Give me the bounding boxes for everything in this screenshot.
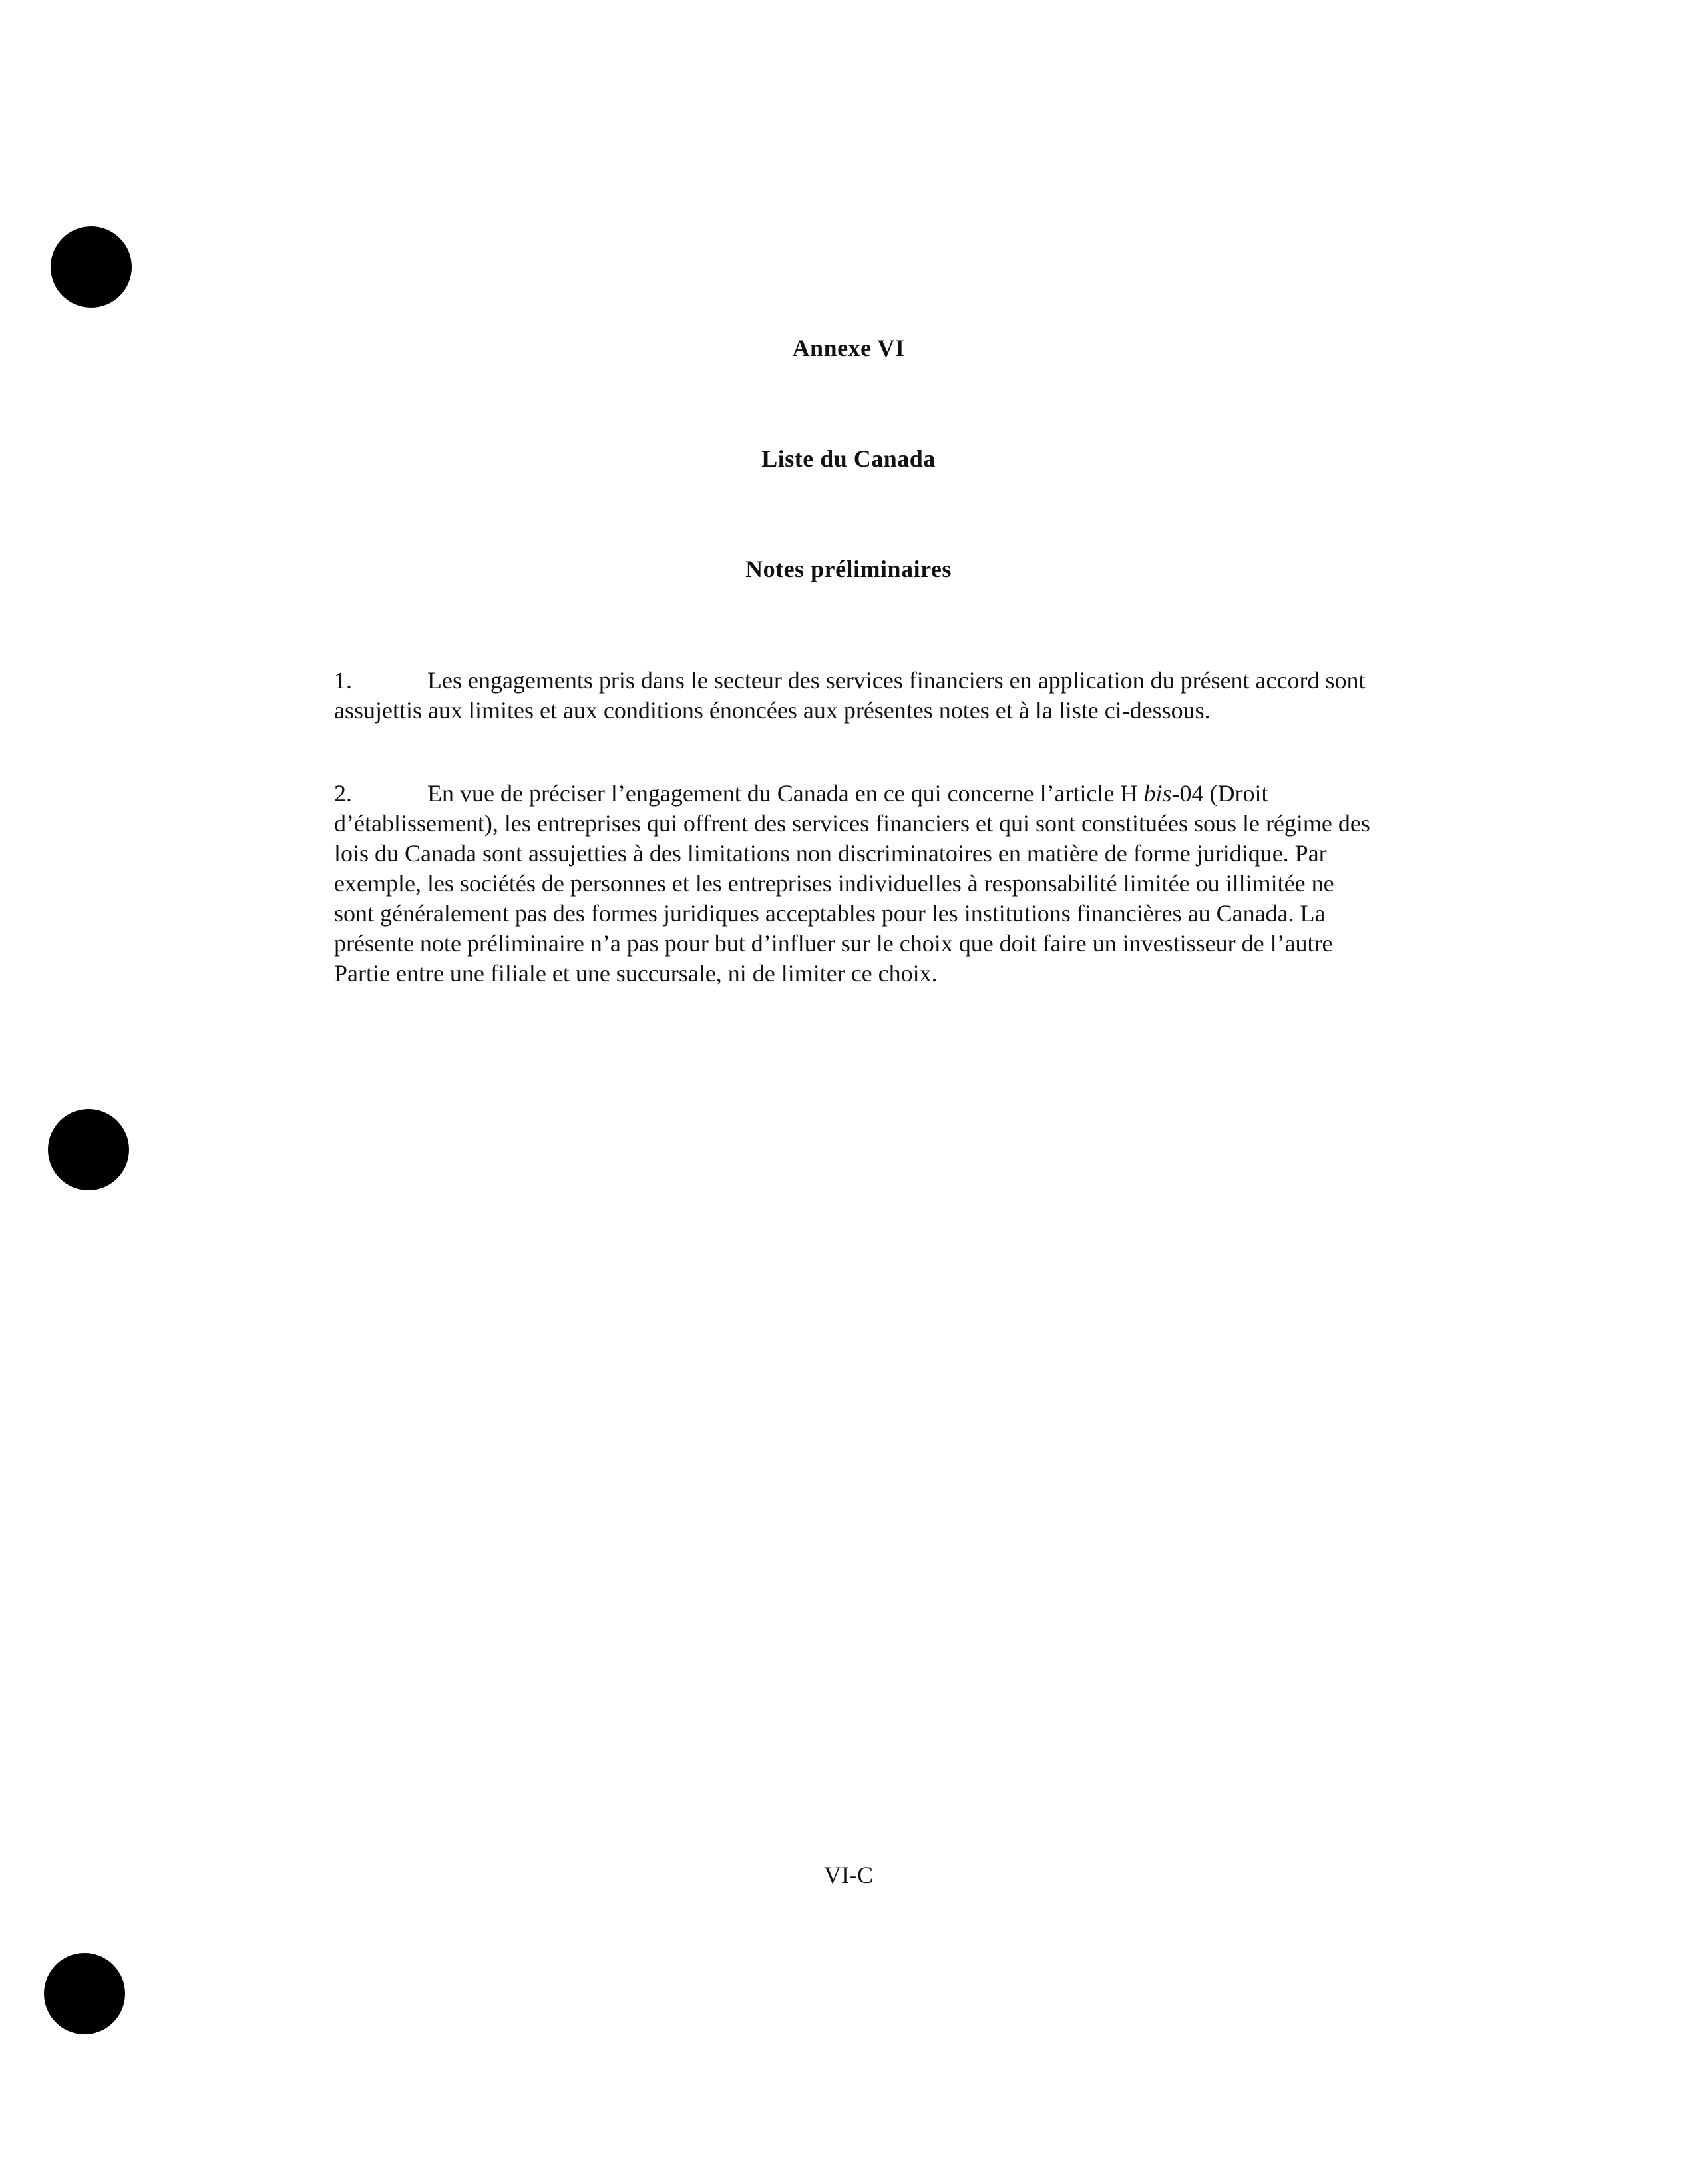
punch-hole-middle bbox=[48, 1109, 129, 1190]
paragraph-2 bbox=[334, 779, 1372, 988]
paragraph-2-text-start: En vue de préciser l’engagement du Canada en ce qui concerne l’article H bbox=[427, 780, 1144, 807]
paragraph-2-italic: bis bbox=[1143, 780, 1172, 807]
paragraph-1-text: Les engagements pris dans le secteur des services financiers en application du présent accord sont assujettis aux limites et aux conditions énoncées aux présentes notes et à la liste ci-dessous. bbox=[334, 667, 1366, 724]
punch-hole-top bbox=[51, 226, 132, 308]
page-number: VI-C bbox=[824, 1862, 873, 1888]
punch-hole-bottom bbox=[44, 1953, 125, 2034]
paragraph-2-number: 2. bbox=[334, 780, 352, 807]
paragraph-1-number: 1. bbox=[334, 667, 352, 694]
notes-title: Notes préliminaires bbox=[745, 556, 952, 582]
paragraph-1 bbox=[334, 666, 1372, 726]
paragraph-2-text-end: -04 (Droit d’établissement), les entreprises qui offrent des services financiers et qui sont constituées sous le régime des lois du Canada sont assujetties à des limitations non discriminatoires en matière de forme juridique. Par exemple, les sociétés de personnes et les entreprises individuelles à responsabilité limitée ou illimitée ne sont généralement pas des formes juridiques acceptables pour les institutions financières au Canada. La présente note préliminaire n’a pas pour but d’influer sur le choix que doit faire un investisseur de l’autre Partie entre une filiale et une succursale, ni de limiter ce choix. bbox=[334, 780, 1370, 986]
annex-title: Annexe VI bbox=[792, 335, 905, 361]
list-title: Liste du Canada bbox=[761, 445, 936, 472]
